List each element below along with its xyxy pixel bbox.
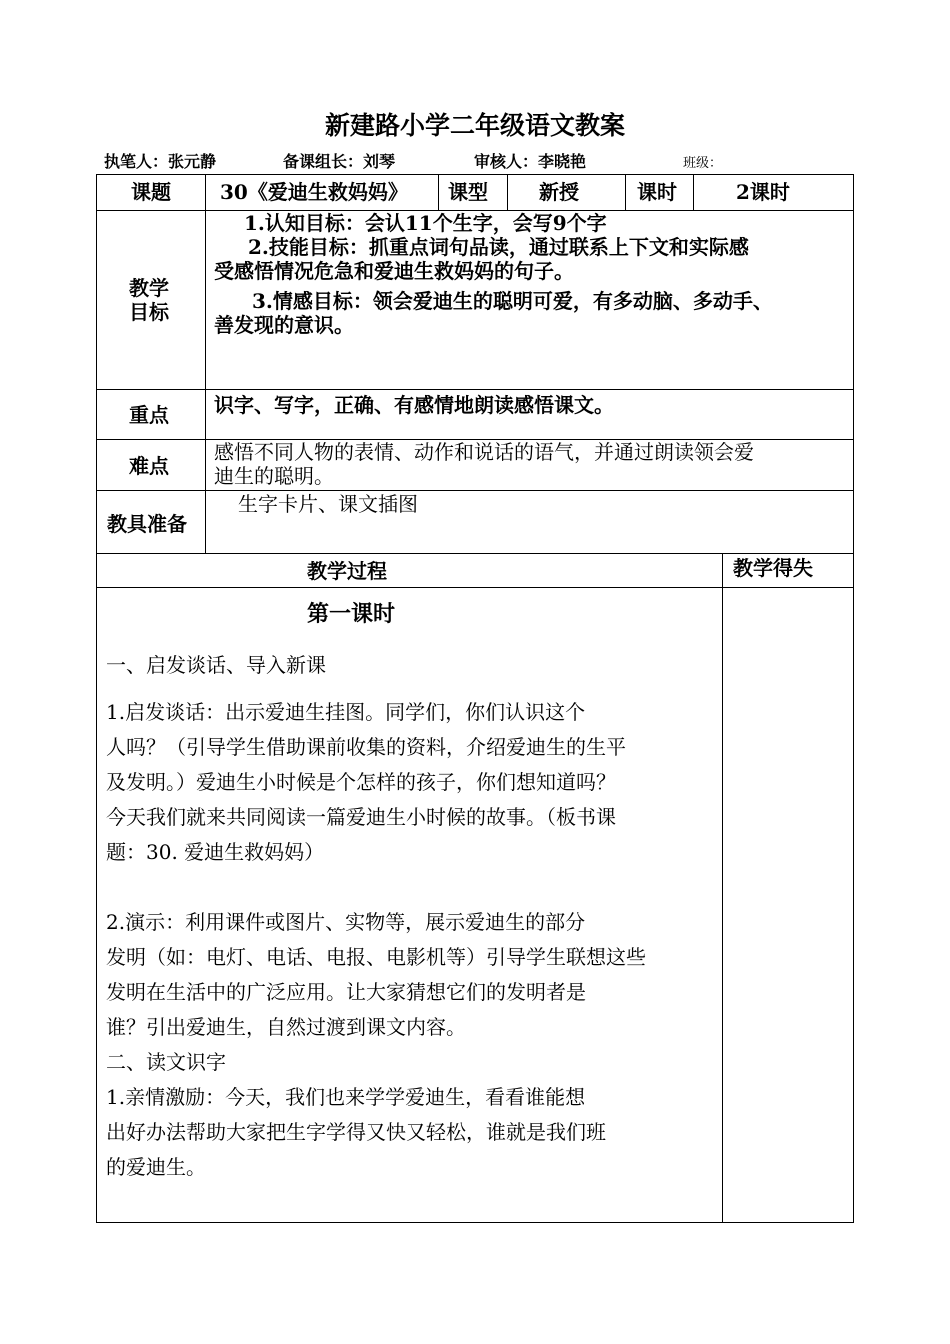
goals-label: 教学 [129, 276, 169, 300]
body-line: 1.亲情激励：今天，我们也来学学爱迪生，看看谁能想 [106, 1085, 586, 1109]
reviewer-field: 审核人：李晓艳 [474, 152, 587, 171]
lesson-plan-table [96, 174, 854, 1223]
topic-label: 课题 [131, 180, 171, 204]
topic-value: 30《爱迪生救妈妈》 [220, 180, 408, 204]
table-border-top [96, 174, 854, 175]
goal-line: 善发现的意识。 [214, 313, 354, 337]
teaching-aids-text: 生字卡片、课文插图 [238, 492, 418, 516]
body-line: 发明在生活中的广泛应用。让大家猜想它们的发明者是 [106, 980, 586, 1004]
goal-line: 2.技能目标：抓重点词句品读，通过联系上下文和实际感 [248, 235, 749, 259]
key-points-text: 识字、写字，正确、有感情地朗读感悟课文。 [214, 393, 614, 417]
column-divider [205, 174, 206, 553]
row-divider [96, 553, 854, 554]
difficulty-line: 迪生的聪明。 [214, 464, 334, 488]
lesson-type-value: 新授 [539, 180, 579, 204]
lesson-type-label: 课型 [448, 180, 488, 204]
gains-header: 教学得失 [733, 556, 813, 580]
table-border-bottom [96, 1222, 854, 1223]
lesson-title: 第一课时 [307, 601, 396, 627]
teaching-aids-label: 教具准备 [107, 512, 187, 536]
table-border-left [96, 174, 97, 1223]
column-divider [507, 174, 508, 211]
goals-label: 目标 [129, 300, 169, 324]
body-spacer [106, 870, 716, 905]
goal-line: 1.认知目标：会认11个生字，会写9个字 [244, 211, 607, 235]
goal-line: 受感悟情况危急和爱迪生救妈妈的句子。 [214, 259, 574, 283]
column-divider [438, 174, 439, 211]
body-line: 一、启发谈话、导入新课 [106, 653, 326, 677]
column-divider [625, 174, 626, 211]
row-divider [96, 389, 854, 390]
body-line: 谁？引出爱迪生，自然过渡到课文内容。 [106, 1015, 466, 1039]
body-line: 发明（如：电灯、电话、电报、电影机等）引导学生联想这些 [106, 945, 646, 969]
body-line: 二、读文识字 [106, 1050, 226, 1074]
row-divider [96, 587, 854, 588]
column-divider [722, 553, 723, 1222]
class-hours-value: 2课时 [736, 180, 790, 204]
process-header: 教学过程 [307, 559, 387, 583]
body-line: 及发明。）爱迪生小时候是个怎样的孩子，你们想知道吗？ [106, 770, 616, 794]
lesson-body [106, 648, 716, 1185]
body-line: 出好办法帮助大家把生字学得又快又轻松，谁就是我们班 [106, 1120, 606, 1144]
column-divider [693, 174, 694, 211]
body-line: 人吗？（引导学生借助课前收集的资料，介绍爱迪生的生平 [106, 735, 626, 759]
body-line: 2.演示：利用课件或图片、实物等，展示爱迪生的部分 [106, 910, 586, 934]
key-points-label: 重点 [129, 403, 169, 427]
goal-line: 3.情感目标：领会爱迪生的聪明可爱，有多动脑、多动手、 [252, 289, 773, 313]
group-leader-field: 备课组长：刘琴 [283, 152, 396, 171]
table-border-right [853, 174, 854, 1223]
body-line: 题：30. 爱迪生救妈妈） [106, 840, 325, 864]
class-field: 班级： [683, 156, 723, 171]
document-title: 新建路小学二年级语文教案 [324, 111, 625, 140]
body-line: 1.启发谈话：出示爱迪生挂图。同学们，你们认识这个 [106, 700, 586, 724]
body-line: 今天我们就来共同阅读一篇爱迪生小时候的故事。（板书课 [106, 805, 616, 829]
difficulty-line: 感悟不同人物的表情、动作和说话的语气，并通过朗读领会爱 [214, 440, 754, 464]
difficulty-label: 难点 [129, 454, 169, 478]
writer-field: 执笔人：张元静 [104, 152, 217, 171]
row-divider [96, 490, 854, 491]
body-spacer [106, 683, 716, 695]
body-line: 的爱迪生。 [106, 1155, 206, 1179]
class-hours-label: 课时 [637, 180, 677, 204]
